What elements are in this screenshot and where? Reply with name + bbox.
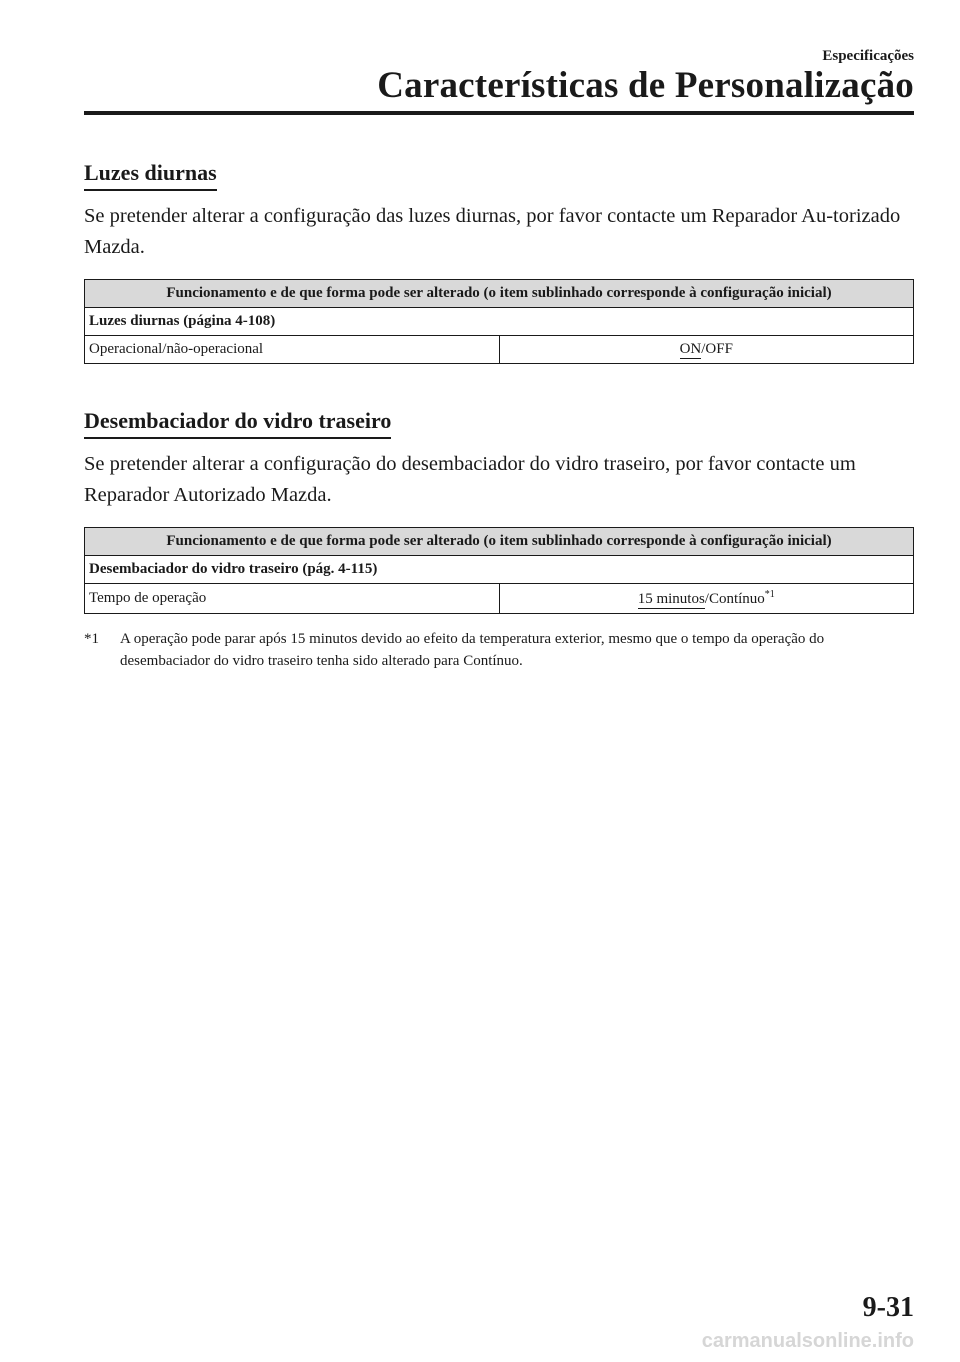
table-row — [85, 584, 914, 614]
section-paragraph: Se pretender alterar a configuração das luzes diurnas, por favor contacte um Reparador Au-torizado Mazda. — [84, 205, 901, 258]
footnote — [84, 628, 914, 672]
setting-value — [499, 336, 914, 364]
settings-table — [84, 527, 914, 614]
table-header: Funcionamento e de que forma pode ser alterado (o item sublinhado corresponde à configuração inicial) — [85, 280, 914, 308]
table-subheader: Luzes diurnas (página 4-108) — [85, 308, 914, 336]
section-heading: Desembaciador do vidro traseiro — [84, 408, 391, 439]
footnote-text: A operação pode parar após 15 minutos devido ao efeito da temperatura exterior, mesmo que o tempo da operação do desembaciador do vidro traseiro tenha sido alterado para Contínuo. — [120, 631, 825, 669]
table-row — [85, 336, 914, 364]
header-rule — [84, 111, 914, 115]
default-value: ON — [679, 341, 702, 357]
alt-value: /Contínuo — [704, 591, 765, 607]
table-subheader: Desembaciador do vidro traseiro (pág. 4-115) — [85, 556, 914, 584]
setting-label: Tempo de operação — [85, 584, 500, 614]
settings-table — [84, 279, 914, 364]
watermark: carmanualsonline.info — [701, 1330, 914, 1352]
footnote-ref: *1 — [764, 589, 775, 600]
footnote-mark: *1 — [84, 631, 99, 647]
section-paragraph: Se pretender alterar a configuração do desembaciador do vidro traseiro, por favor contacte um Reparador Autorizado Mazda. — [84, 453, 856, 506]
section-daytime-lights — [84, 160, 914, 364]
default-value: 15 minutos — [637, 591, 705, 607]
section-rear-defroster — [84, 408, 914, 672]
section-heading: Luzes diurnas — [84, 160, 217, 191]
page-number: 9-31 — [862, 1292, 914, 1323]
page-title: Características de Personalização — [377, 65, 914, 106]
setting-label: Operacional/não-operacional — [85, 336, 500, 364]
alt-value: /OFF — [701, 341, 733, 357]
table-header: Funcionamento e de que forma pode ser alterado (o item sublinhado corresponde à configuração inicial) — [85, 528, 914, 556]
setting-value — [499, 584, 914, 614]
chapter-label: Especificações — [822, 48, 914, 64]
